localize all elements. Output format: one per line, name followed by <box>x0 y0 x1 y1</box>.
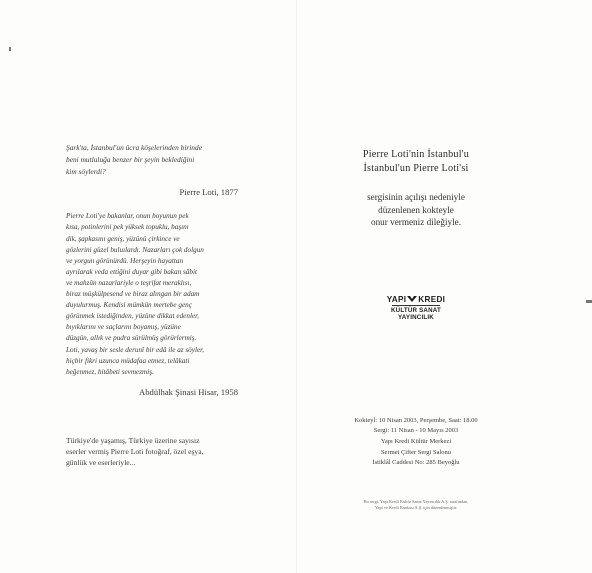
right-panel <box>318 148 514 512</box>
quote-line: gözlerini güzel buluılardı. Nazarları çok dolgun <box>66 245 204 254</box>
quote-line: bıyıklarını ve saçlarını boyamış, yüzüne <box>66 323 181 332</box>
quote-line: kısa, potinlerini pek yüksek topuklu, başını <box>66 223 189 232</box>
bird-logo-icon <box>407 296 417 303</box>
quote-line: Şark'ta, İstanbul'un ücra köşelerinden birinde <box>66 143 202 152</box>
quote-line: biraz müşkülpesend ve biraz alıngan bir adam <box>66 290 200 299</box>
invitation-text <box>318 191 514 229</box>
quote-line: Pierre Loti'ye bakanlar, onun boyunun pek <box>66 212 189 221</box>
title-line: Pierre Loti'nin İstanbul'u <box>362 149 470 160</box>
quote-line: görünmek istediğinden, yüzüne dikkat edenler, <box>66 312 199 321</box>
note-line: Türkiye'de yaşamış, Türkiye üzerine sayısız <box>66 435 200 445</box>
invite-line: sergisinin açılışı nedeniyle <box>367 192 465 202</box>
quote-line: hiçbir fikri uzunca müdafaa etmez, telâkati <box>66 356 190 365</box>
left-panel <box>66 142 238 469</box>
logo-word-kredi: KREDI <box>418 294 446 304</box>
small-print-line: Yapı ve Kredi Bankası A.Ş. için düzenlenmiştir. <box>374 505 458 511</box>
logo-word-yapi: YAPI <box>386 294 407 304</box>
detail-line: İstiklâl Caddesi No: 285 Beyoğlu <box>372 459 460 467</box>
edge-mark-right <box>586 300 592 303</box>
logo-subline: YAYINCILIK <box>398 313 434 321</box>
quote-line: ve yorgun görünürdü. Herşeyin hayattan <box>66 256 184 265</box>
quote-line: ve mahzûn nazarlariyle o teşrifat meraklısı, <box>66 278 192 287</box>
quote-line: beni mutluluğa benzer bir şeyin beklediğini <box>66 154 195 164</box>
quote-line: kim söylerdi? <box>66 166 106 176</box>
quote-line: beğenmez, hitâbeti sevmezmiş. <box>66 367 154 376</box>
hisar-quote <box>66 211 238 377</box>
detail-line: Sergi: 11 Nisan - 10 Mayıs 2003 <box>373 427 459 435</box>
note-line: eserler vermiş Pierre Loti fotoğraf, özel eşya, <box>66 447 204 457</box>
quote-line: Loti, yavaş bir sesle derunî bir edâ ile az söyler, <box>66 345 204 354</box>
exhibition-note <box>66 435 234 469</box>
logo-wordmark <box>371 295 461 304</box>
detail-line: Yapı Kredi Kültür Merkezi <box>380 437 452 445</box>
organizer-note <box>318 499 514 512</box>
quote-line: düzgün, allık ve pudra sürülmüş görürlermiş. <box>66 334 197 343</box>
edge-mark-left <box>9 47 11 51</box>
exhibition-title <box>318 148 514 175</box>
invite-line: onur vermeniz dileğiyle. <box>370 217 462 228</box>
loti-attribution: Pierre Loti, 1877 <box>179 187 238 198</box>
quote-line: duyulurmuş. Kendisi mümkün mertebe genç <box>66 301 192 310</box>
detail-line: Sermet Çifter Sergi Salonu <box>380 448 452 456</box>
logo-divider <box>392 305 440 306</box>
note-line: günlük ve eserleriyle... <box>66 458 136 468</box>
publisher-logo <box>371 295 461 321</box>
logo-subline: KÜLTÜR SANAT <box>391 306 441 314</box>
fold-line <box>296 0 297 573</box>
title-line: İstanbul'un Pierre Loti'si <box>363 162 469 174</box>
event-details <box>318 416 514 469</box>
small-print-line: Bu sergi, Yapı Kredi Kültür Sanat Yayıncılık A.Ş. tarafından, <box>363 498 469 504</box>
hisar-attribution: Abdülhak Şinasi Hisar, 1958 <box>139 386 238 397</box>
invite-line: düzenlenen kokteyle <box>378 204 454 215</box>
loti-quote <box>66 142 238 177</box>
quote-line: ayrılarak veda ettiğini duyar gibi bakan sâbit <box>66 267 197 276</box>
detail-line: Kokteyl: 10 Nisan 2003, Perşembe, Saat: 18.00 <box>354 416 478 424</box>
quote-line: dik, şapkasını geniş, yüzünü çirkince ve <box>66 234 180 243</box>
